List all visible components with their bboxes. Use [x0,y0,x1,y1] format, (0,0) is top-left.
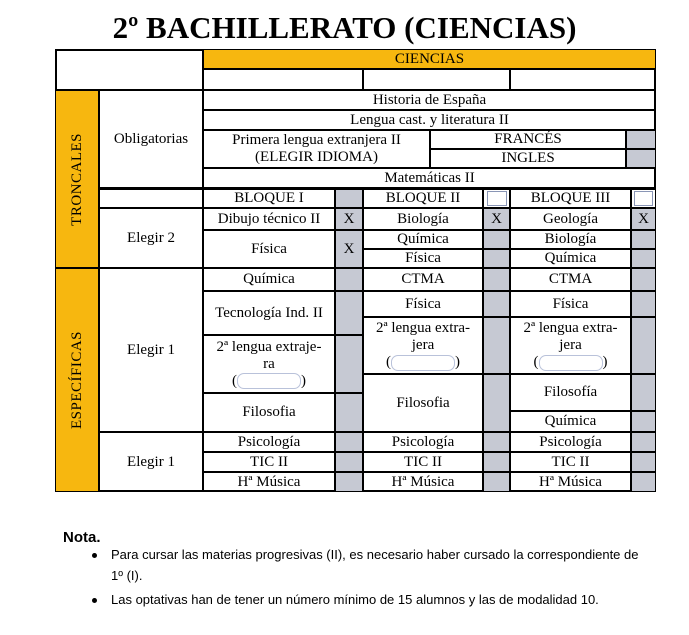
especificas-section [55,268,99,492]
esp-b1-lengua-line1: 2ª lengua extraje- [216,338,322,355]
frances-checkbox[interactable] [626,130,656,149]
opt-b3-psicologia: Psicología [510,432,631,452]
paren-close: ) [455,354,460,370]
paren-open: ( [533,354,539,370]
esp-b3-lengua [510,317,631,374]
opt-b1-musica-check[interactable] [335,472,363,492]
paren-close: ) [301,372,306,389]
b2-fisica-check[interactable] [483,249,510,268]
opt-b2-tic: TIC II [363,452,483,472]
esp-b2-lengua [363,317,483,374]
esp-b3-idioma-field[interactable] [534,354,608,371]
opt-b2-tic-check[interactable] [483,452,510,472]
bloque-2-header: BLOQUE II [363,189,483,208]
esp-b1-lengua-line2: ra [263,355,275,372]
esp-b1-lengua [203,335,335,393]
elegir2-label: Elegir 2 [99,208,203,268]
b2-biologia: Biología [363,208,483,230]
header-empty-cell [55,49,203,90]
bullet-dot-1 [92,553,97,558]
opt-b2-musica-check[interactable] [483,472,510,492]
b1-dibujo-check[interactable]: X [335,208,363,230]
page-title: 2º BACHILLERATO (CIENCIAS) [112,10,577,45]
b3-geologia: Geología [510,208,631,230]
obligatorias-label: Obligatorias [99,90,203,188]
note-title: Nota. [63,529,101,546]
header-blank-2 [363,69,510,90]
opt-b1-tic: TIC II [203,452,335,472]
b1-fisica-check[interactable]: X [335,230,363,268]
esp-b3-filosofia-check[interactable] [631,374,656,411]
esp-b2-idioma-field[interactable] [386,354,460,371]
header-blank-1 [203,69,363,90]
blank-oval [391,355,455,371]
esp-b1-quimica-check[interactable] [335,268,363,291]
esp-b1-tecnologia: Tecnología Ind. II [203,291,335,335]
b3-biologia-check[interactable] [631,230,656,249]
esp-b2-ctma: CTMA [363,268,483,291]
esp-b3-ctma: CTMA [510,268,631,291]
esp-b2-filosofia-check[interactable] [483,374,510,432]
esp-b1-quimica: Química [203,268,335,291]
opt-b2-psicologia-check[interactable] [483,432,510,452]
esp-b3-fisica-check[interactable] [631,291,656,317]
esp-b2-lengua-check[interactable] [483,317,510,374]
bloque-row-empty [99,189,203,208]
b2-quimica: Química [363,230,483,249]
opt-b3-musica-check[interactable] [631,472,656,492]
opt-b1-psicologia-check[interactable] [335,432,363,452]
troncales-label: TRONCALES [68,132,85,226]
paren-close: ) [602,354,608,370]
opt-b1-tic-check[interactable] [335,452,363,472]
opt-b2-musica: Hª Música [363,472,483,492]
esp-b3-lengua-check[interactable] [631,317,656,374]
b2-quimica-check[interactable] [483,230,510,249]
subject-lengua: Lengua cast. y literatura II [203,110,656,130]
esp-b2-fisica: Física [363,291,483,317]
esp-b1-tecnologia-check[interactable] [335,291,363,335]
esp-b1-lengua-check[interactable] [335,335,363,393]
opt-b1-musica: Hª Música [203,472,335,492]
note-bullet-1: Para cursar las materias progresivas (II), es necesario haber cursado la correspondiente de [111,547,639,562]
subject-matematicas: Matemáticas II [203,168,656,188]
esp-b2-lengua-line1: 2ª lengua extra- [375,320,471,336]
opt-b3-tic-check[interactable] [631,452,656,472]
esp-b1-idioma-field[interactable] [232,373,306,390]
subject-primera-lengua [203,130,430,168]
esp-b1-filosofia-check[interactable] [335,393,363,432]
esp-b1-filosofia: Filosofia [203,393,335,432]
blank-oval [539,355,603,371]
bloque-3-header: BLOQUE III [510,189,631,208]
paren-open: ( [386,354,391,370]
opt-b2-psicologia: Psicología [363,432,483,452]
esp-b2-ctma-check[interactable] [483,268,510,291]
b3-quimica-check[interactable] [631,249,656,268]
bloque-1-checkbox[interactable] [335,189,363,208]
esp-b3-lengua-line2: jera [559,337,582,353]
b2-biologia-check[interactable]: X [483,208,510,230]
bloque-1-header: BLOQUE I [203,189,335,208]
esp-b2-lengua-line2: jera [411,337,435,353]
bloque-2-checkbox-inner [487,191,507,206]
esp-b2-fisica-check[interactable] [483,291,510,317]
esp-b3-quimica: Química [510,411,631,432]
optativas-elegir1-label: Elegir 1 [99,432,203,492]
note-bullet-2: Las optativas han de tener un número mínimo de 15 alumnos y las de modalidad 10. [111,592,599,607]
b1-fisica: Física [203,230,335,268]
esp-b3-fisica: Física [510,291,631,317]
opt-b3-tic: TIC II [510,452,631,472]
especificas-label: ESPECÍFICAS [68,330,85,430]
option-ingles[interactable]: INGLES [430,149,626,168]
b1-dibujo: Dibujo técnico II [203,208,335,230]
primera-lengua-label: Primera lengua extranjera II [232,132,401,148]
blank-oval [237,373,301,389]
ingles-checkbox[interactable] [626,149,656,168]
option-frances[interactable]: FRANCÉS [430,130,626,149]
esp-b3-ctma-check[interactable] [631,268,656,291]
header-blank-3 [510,69,656,90]
esp-b3-lengua-line1: 2ª lengua extra- [523,320,618,336]
esp-b2-filosofia: Filosofia [363,374,483,432]
troncales-section [55,90,99,268]
b3-geologia-check[interactable]: X [631,208,656,230]
paren-open: ( [232,372,237,389]
note-bullet-1-cont: 1º (I). [111,568,143,583]
ciencias-header: CIENCIAS [203,49,656,69]
b2-fisica: Física [363,249,483,268]
bloque-3-checkbox-inner [634,191,653,206]
opt-b1-psicologia: Psicología [203,432,335,452]
subject-historia: Historia de España [203,90,656,110]
bullet-dot-2 [92,598,97,603]
elegir-idioma-label: (ELEGIR IDIOMA) [255,149,378,165]
elegir1-label: Elegir 1 [99,268,203,432]
opt-b3-musica: Hª Música [510,472,631,492]
b3-quimica: Química [510,249,631,268]
esp-b3-filosofia: Filosofía [510,374,631,411]
b3-biologia: Biología [510,230,631,249]
opt-b3-psicologia-check[interactable] [631,432,656,452]
esp-b3-quimica-check[interactable] [631,411,656,432]
